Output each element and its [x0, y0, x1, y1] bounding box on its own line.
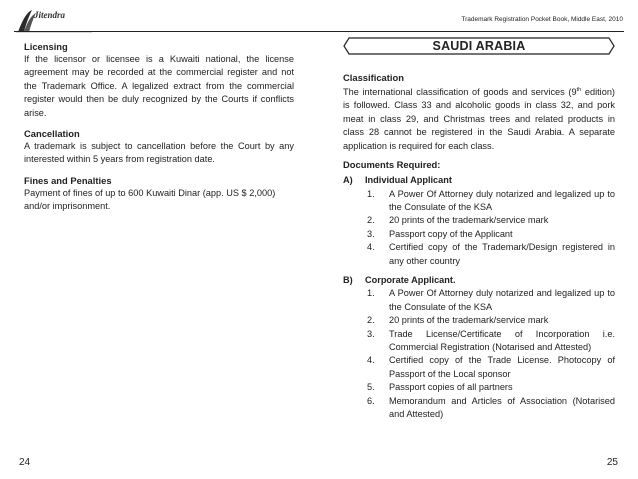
section-title: Individual Applicant: [365, 175, 452, 186]
logo-text: Jitendra: [34, 10, 66, 20]
cancellation-text: A trademark is subject to cancellation before the Court by any interested within 5 years from registration date.: [24, 141, 294, 165]
list-item: 1. A Power Of Attorney duly notarized and legalized up to the Consulate of the KSA: [367, 288, 615, 312]
list-item: 3. Passport copy of the Applicant: [367, 228, 513, 239]
section-title: Corporate Applicant.: [365, 274, 456, 285]
page-number-left: 24: [19, 457, 31, 468]
classification-text: The international classification of goods and services (9th edition) is followed. Class 33 and alcoholic goods in class 32, and pork meat in class 29, and Christmas trees and related products in class 28 cannot be registered in the Saudi Arabia. A separate application is required for each class.: [343, 87, 615, 151]
section-letter: B): [343, 274, 353, 285]
section-individual: [343, 174, 615, 268]
section-corporate: [343, 274, 615, 421]
right-column: [343, 71, 615, 421]
left-column: [24, 40, 294, 214]
classification-heading: Classification: [343, 72, 404, 83]
fines-text: Payment of fines of up to 600 Kuwaiti Dinar (app. US $ 2,000) and/or imprisonment.: [24, 187, 276, 212]
cancellation-heading: Cancellation: [24, 128, 80, 140]
section-letter: A): [343, 175, 353, 186]
list-item: 3. Trade License/Certificate of Incorporation i.e. Commercial Registration (Notarised and Attested): [367, 328, 615, 352]
list-item: 2. 20 prints of the trademark/service mark: [367, 215, 549, 226]
list-item: 5. Passport copies of all partners: [367, 382, 513, 393]
country-title: SAUDI ARABIA: [432, 39, 526, 53]
fines-heading: Fines and Penalties: [24, 174, 112, 186]
documents-heading: Documents Required:: [343, 159, 441, 171]
header-rule: [14, 31, 624, 32]
page-number-right: 25: [606, 457, 618, 468]
list-item: 2. 20 prints of the trademark/service mark: [367, 315, 549, 326]
running-title: Trademark Registration Pocket Book, Middle East, 2010: [461, 16, 623, 23]
list-item: 1. A Power Of Attorney duly notarized and legalized up to the Consulate of the KSA: [367, 188, 615, 212]
list-item: 4. Certified copy of the Trade License. Photocopy of Passport of the Local sponsor: [367, 355, 615, 379]
list-item: 6. Memorandum and Articles of Association (Notarised and Attested): [367, 395, 615, 419]
licensing-heading: Licensing: [24, 41, 68, 52]
licensing-text: If the licensor or licensee is a Kuwaiti national, the license agreement may be recorded at the commercial register and not the Trademark Office. A legalized extract from the commercial register would then be duly recognized by the Courts if conflicts arise.: [24, 54, 294, 118]
list-item: 4. Certified copy of the Trademark/Design registered in any other country: [367, 242, 615, 266]
